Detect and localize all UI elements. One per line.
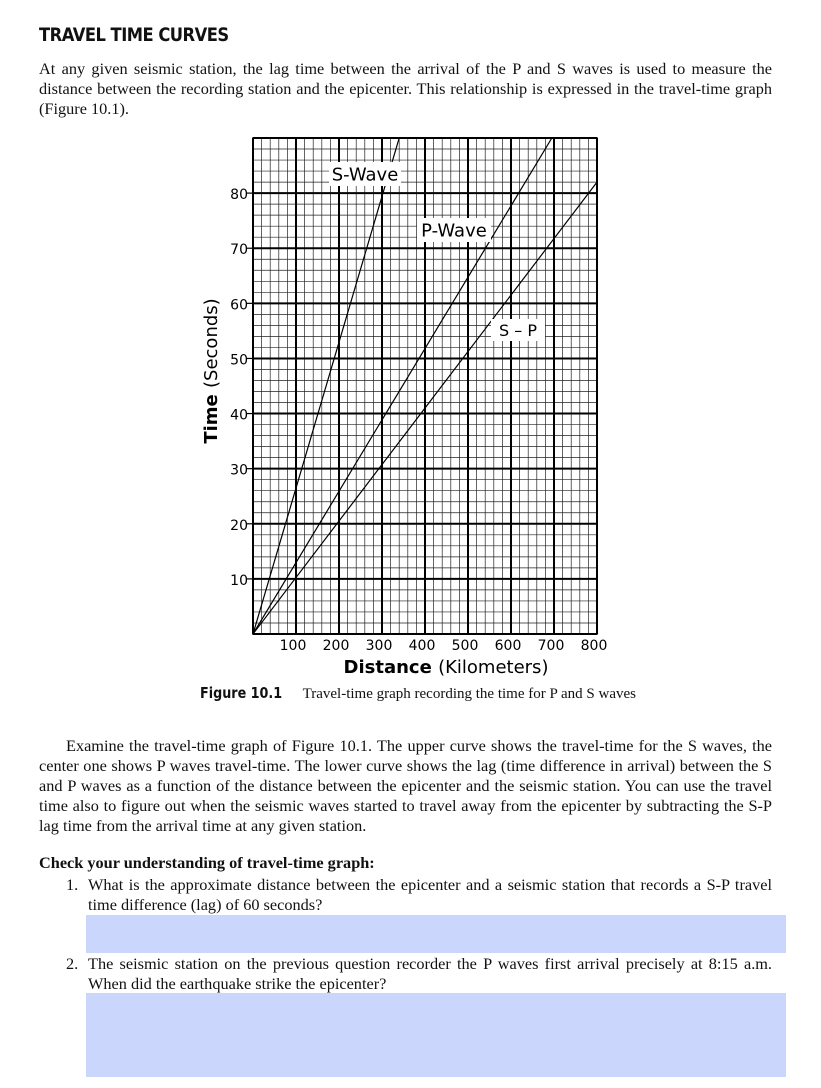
x-axis-title <box>344 657 549 678</box>
answer-field-2[interactable] <box>86 993 786 1077</box>
x-tick-label: 200 <box>322 638 350 654</box>
body-paragraph: Examine the travel-time graph of Figure 10.1. The upper curve shows the travel-time for the S waves, the center one shows P waves travel-time. The lower curve shows the lag (time difference in arrival) between the S and P waves as a function of the distance between the epicenter and the seismic station. You can use the travel time also to figure out when the seismic waves started to travel away from the epicenter by subtracting the S-P lag time from the arrival time at any given station. <box>39 736 772 835</box>
x-axis-title-bold: Distance <box>343 657 439 678</box>
y-axis-title-rest: (Seconds) <box>201 298 222 388</box>
x-tick-label: 400 <box>408 638 436 654</box>
answer-field-1[interactable] <box>86 915 786 953</box>
series-line <box>253 138 552 634</box>
x-tick-label: 800 <box>580 638 608 654</box>
caption-text: Travel-time graph recording the time for P and S waves <box>302 686 637 702</box>
x-tick-label: 700 <box>537 638 565 654</box>
x-tick-label: 600 <box>494 638 522 654</box>
y-tick-label: 20 <box>230 517 248 534</box>
y-tick-label: 80 <box>230 187 248 204</box>
question-number: 1. <box>66 875 79 894</box>
page-title: TRAVEL TIME CURVES <box>39 24 229 46</box>
x-tick-label: 500 <box>451 638 479 654</box>
y-tick-label: 10 <box>230 572 248 589</box>
series-line <box>253 138 399 634</box>
intro-paragraph: At any given seismic station, the lag time between the arrival of the P and S waves is used to measure the distance between the recording station and the epicenter. This relationship is expressed in the travel-time graph (Figure 10.1). <box>39 59 772 118</box>
y-tick-label: 70 <box>230 242 248 259</box>
series-label: S – P <box>499 320 537 340</box>
y-axis-title <box>201 298 222 443</box>
question-number: 2. <box>66 954 79 973</box>
question-text: What is the approximate distance between the epicenter and a seismic station that records a S-P travel time difference (lag) of 60 seconds? <box>88 875 772 914</box>
axis-ticks <box>230 187 607 654</box>
y-tick-label: 60 <box>230 297 248 314</box>
x-tick-label: 300 <box>365 638 393 654</box>
question-text: The seismic station on the previous question recorder the P waves first arrival precisely at 8:15 a.m. When did the earthquake strike the epicenter? <box>88 954 772 993</box>
caption-number: Figure 10.1 <box>200 684 283 702</box>
y-tick-label: 50 <box>230 352 248 369</box>
x-tick-label: 100 <box>279 638 307 654</box>
check-heading: Check your understanding of travel-time graph: <box>39 853 375 872</box>
x-axis-title-rest: (Kilometers) <box>438 657 549 678</box>
y-axis-title-bold: Time <box>201 387 222 444</box>
y-tick-label: 40 <box>230 407 248 424</box>
series-label: S-Wave <box>331 164 399 186</box>
series-label: P-Wave <box>421 220 487 242</box>
y-tick-label: 30 <box>230 462 248 479</box>
figure-caption <box>200 684 636 703</box>
